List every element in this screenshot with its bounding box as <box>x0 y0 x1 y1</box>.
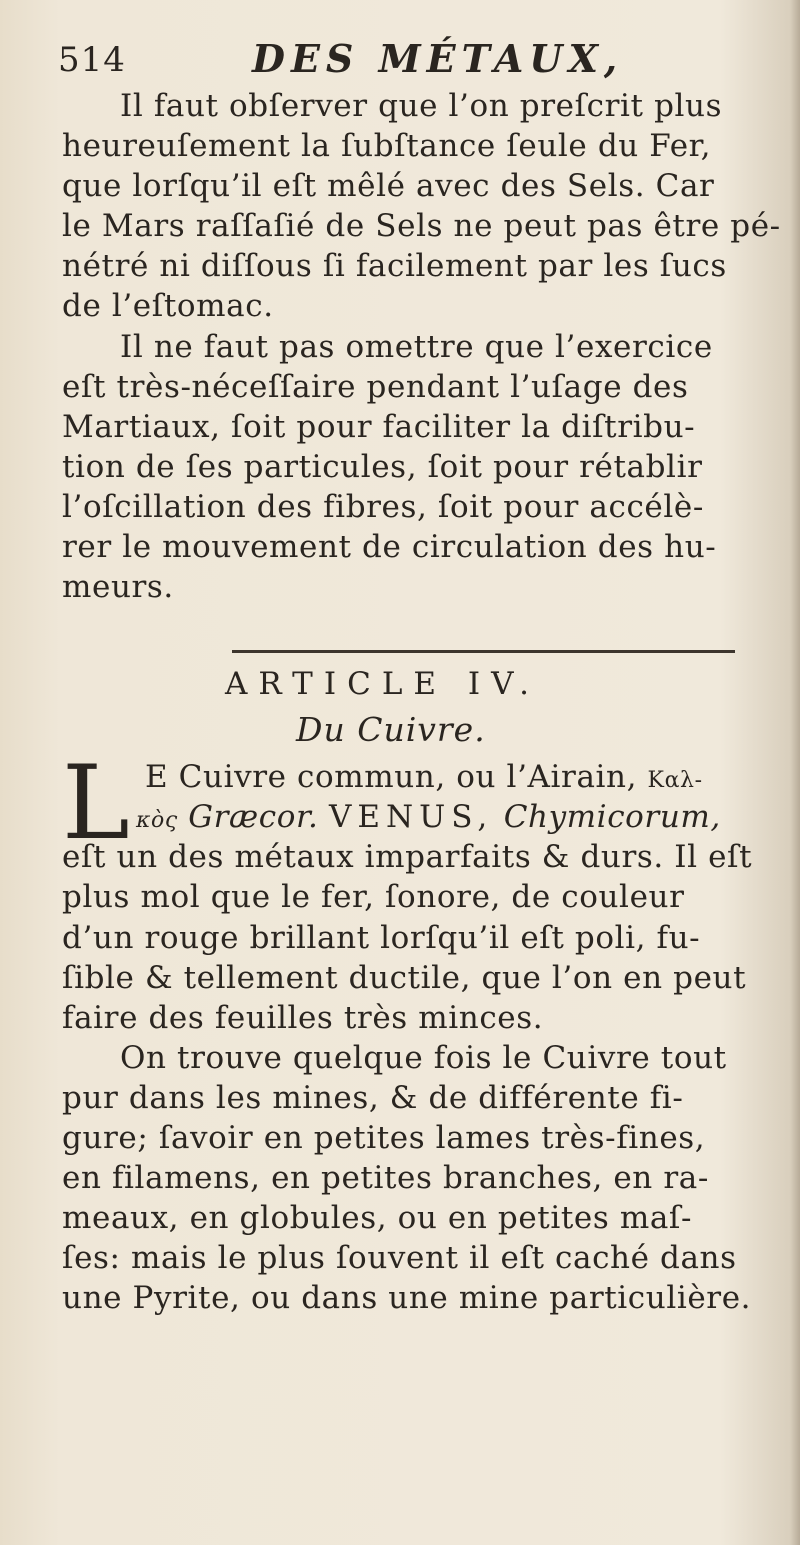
page-header <box>58 36 698 86</box>
text-line: plus mol que le fer, ſonore, de couleur <box>62 879 685 916</box>
text-line: meurs. <box>62 569 174 606</box>
text-line: eſt un des métaux imparfaits & durs. Il eſt <box>62 839 753 876</box>
text-line: en filamens, en petites branches, en ra- <box>62 1160 709 1197</box>
text-line: pur dans les mines, & de différente fi- <box>62 1079 684 1116</box>
text-line: que lorſqu’il eſt mêlé avec des Sels. Car <box>62 168 715 205</box>
text-line: une Pyrite, ou dans une mine particulière. <box>62 1280 752 1317</box>
text-line: rer le mouvement de circulation des hu- <box>62 529 717 566</box>
text-line: d’un rouge brillant lorſqu’il eſt poli, fu- <box>62 919 701 956</box>
venus-label: VENUS, <box>328 799 494 836</box>
text-line: Il ne faut pas omettre que l’exercice <box>120 328 713 365</box>
first-line-main: E Cuivre commun, ou l’Airain, <box>145 759 638 795</box>
text-line: heureuſement la ſubſtance ſeule du Fer, <box>62 128 712 165</box>
iron-text-block <box>62 86 781 607</box>
text-line: meaux, en globules, ou en petites maſ- <box>62 1200 693 1237</box>
drop-cap: L <box>62 744 131 863</box>
graecor-label: Græcor. <box>188 799 319 836</box>
text-line: faire des feuilles très minces. <box>62 999 544 1036</box>
second-line <box>136 797 721 841</box>
text-line: nétré ni diſſous ſi facilement par les ſucs <box>62 248 727 285</box>
running-head: DES MÉTAUX, <box>252 36 624 81</box>
greek-term-part-1: Καλ- <box>647 768 703 793</box>
section-divider <box>232 650 735 653</box>
chymicorum-label: Chymicorum, <box>503 799 721 836</box>
text-line: de l’eſtomac. <box>62 288 274 325</box>
text-line: l’oſcillation des fibres, ſoit pour accélè- <box>62 488 704 525</box>
text-line: Martiaux, ſoit pour faciliter la diſtribu- <box>62 408 696 445</box>
text-line: ſible & tellement ductile, que l’on en peut <box>62 959 747 996</box>
text-line: tion de ſes particules, ſoit pour rétablir <box>62 448 703 485</box>
text-line: Il faut obſerver que l’on preſcrit plus <box>120 88 723 124</box>
greek-term-part-2: κὸς <box>136 808 178 834</box>
text-line: le Mars raſſaſié de Sels ne peut pas être pé- <box>62 208 781 245</box>
text-line: ſes: mais le plus ſouvent il eſt caché dans <box>62 1240 737 1277</box>
first-line <box>145 757 703 801</box>
copper-text-block <box>62 744 753 1319</box>
article-subheading: Du Cuivre. <box>296 710 486 749</box>
text-line: gure; ſavoir en petites lames très-fines, <box>62 1120 706 1157</box>
text-line: eſt très-néceſſaire pendant l’uſage des <box>62 368 689 405</box>
page-number: 514 <box>58 40 126 80</box>
article-heading: ARTICLE IV. <box>225 666 540 702</box>
text-line: On trouve quelque fois le Cuivre tout <box>120 1039 727 1076</box>
